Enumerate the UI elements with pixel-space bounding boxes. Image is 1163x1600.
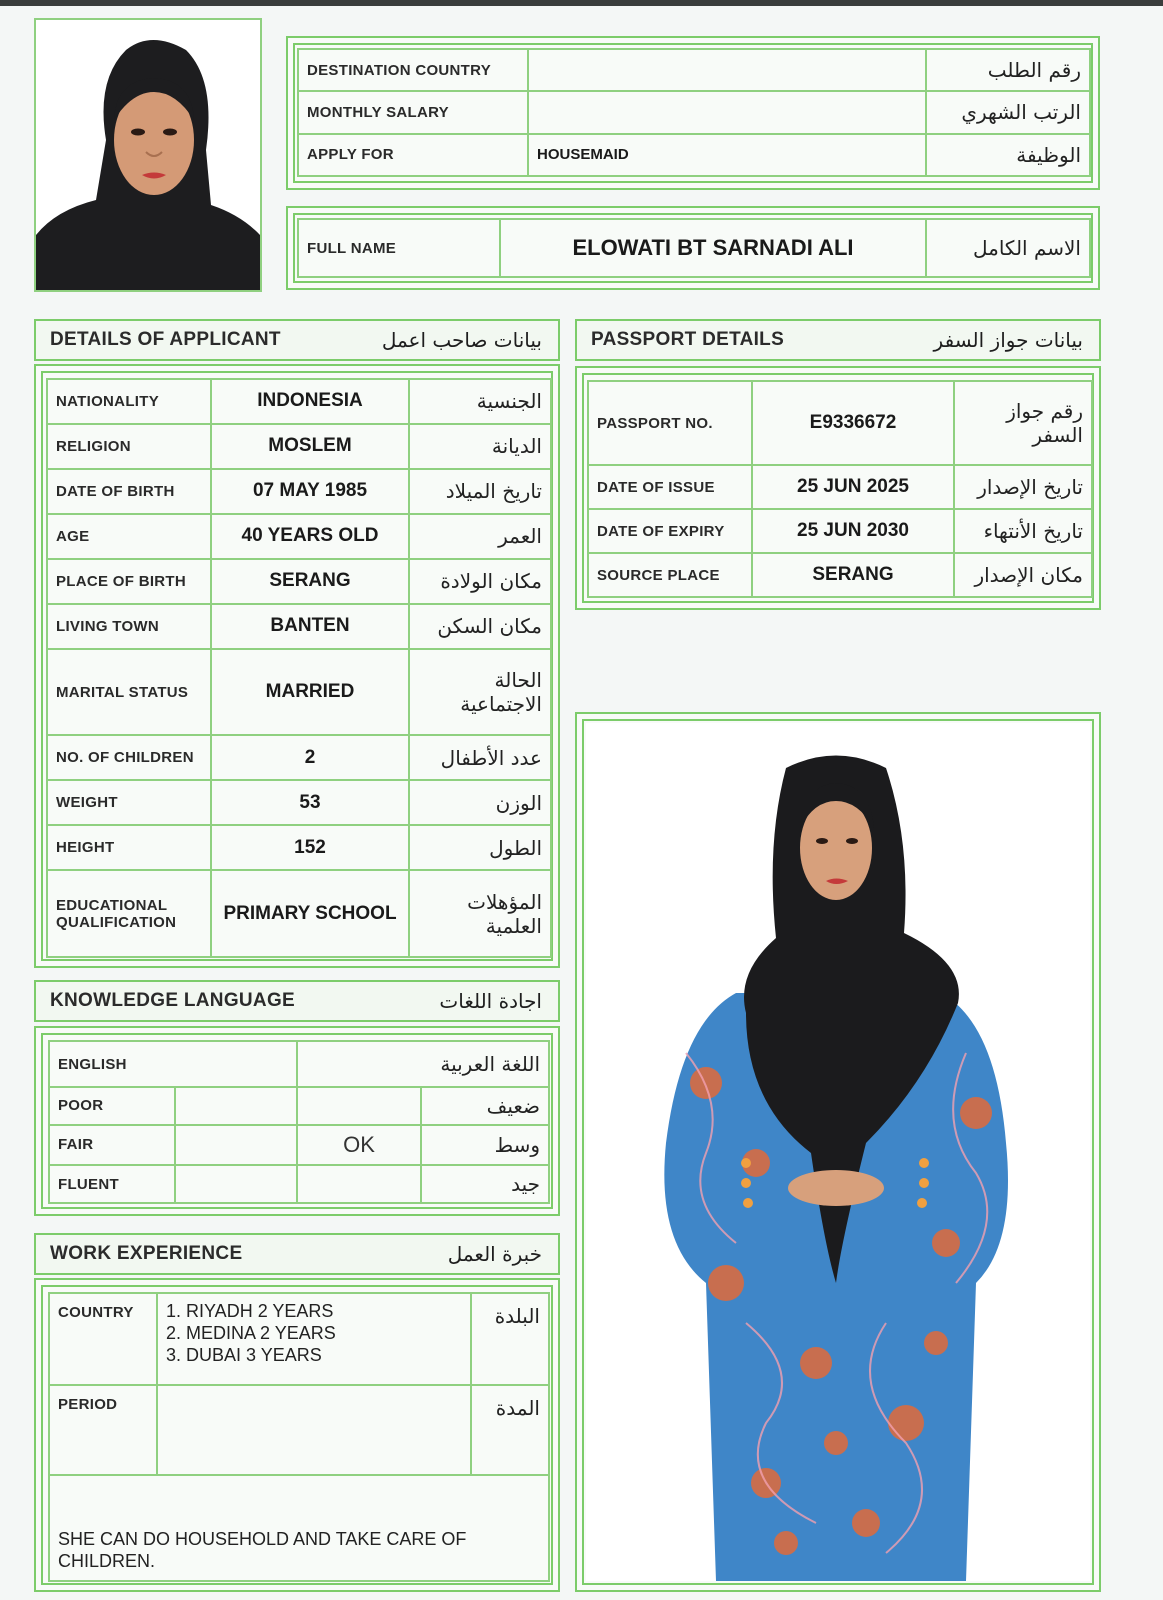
applicant-row-label: MARITAL STATUS bbox=[47, 649, 211, 736]
apply-for-arabic: الوظيفة bbox=[926, 134, 1090, 176]
applicant-row-value: 2 bbox=[211, 735, 409, 780]
applicant-row-arabic: المؤهلات العلمية bbox=[409, 870, 551, 957]
applicant-row-arabic: الجنسية bbox=[409, 379, 551, 424]
top-edge bbox=[0, 0, 1163, 6]
applicant-details-table bbox=[46, 378, 552, 958]
apply-for-label: APPLY FOR bbox=[298, 134, 528, 176]
level-label-poor: POOR bbox=[49, 1087, 175, 1125]
destination-country-arabic: رقم الطلب bbox=[926, 49, 1090, 91]
applicant-row-label: AGE bbox=[47, 514, 211, 559]
applicant-row-label: EDUCATIONAL QUALIFICATION bbox=[47, 870, 211, 957]
english-poor-value bbox=[175, 1087, 297, 1125]
applicant-row-arabic: الديانة bbox=[409, 424, 551, 469]
full-name-box bbox=[286, 206, 1100, 290]
passport-row bbox=[588, 465, 1092, 509]
language-header-row bbox=[49, 1041, 549, 1087]
monthly-salary-row bbox=[298, 91, 1090, 133]
applicant-row-arabic: الحالة الاجتماعية bbox=[409, 649, 551, 736]
applicant-row-arabic: الطول bbox=[409, 825, 551, 870]
applicant-row bbox=[47, 870, 551, 957]
full-name-value: ELOWATI BT SARNADI ALI bbox=[500, 219, 926, 277]
level-arabic-poor: ضعيف bbox=[421, 1087, 549, 1125]
work-section-title-ar: خبرة العمل bbox=[447, 1242, 542, 1266]
applicant-row-arabic: مكان السكن bbox=[409, 604, 551, 649]
applicant-row bbox=[47, 514, 551, 559]
applicant-row bbox=[47, 735, 551, 780]
applicant-row-arabic: تاريخ الميلاد bbox=[409, 469, 551, 514]
destination-country-row bbox=[298, 49, 1090, 91]
applicant-row-label: WEIGHT bbox=[47, 780, 211, 825]
applicant-row-label: NO. OF CHILDREN bbox=[47, 735, 211, 780]
applicant-row-label: DATE OF BIRTH bbox=[47, 469, 211, 514]
full-name-arabic: الاسم الكامل bbox=[926, 219, 1090, 277]
language-section-header bbox=[34, 980, 560, 1022]
passport-row-arabic: تاريخ الأنتهاء bbox=[954, 509, 1092, 553]
applicant-row-label: RELIGION bbox=[47, 424, 211, 469]
passport-section-header bbox=[575, 319, 1101, 361]
applicant-row bbox=[47, 559, 551, 604]
level-label-fluent: FLUENT bbox=[49, 1165, 175, 1203]
arabic-poor-value bbox=[297, 1087, 421, 1125]
apply-for-row bbox=[298, 134, 1090, 176]
applicant-row-value: SERANG bbox=[211, 559, 409, 604]
passport-row-label: PASSPORT NO. bbox=[588, 381, 752, 465]
level-arabic-fair: وسط bbox=[421, 1125, 549, 1166]
country-item: 2. MEDINA 2 YEARS bbox=[166, 1323, 336, 1343]
work-section-header bbox=[34, 1233, 560, 1275]
country-item: 1. RIYADH 2 YEARS bbox=[166, 1301, 334, 1321]
language-row-fair bbox=[49, 1125, 549, 1166]
language-box bbox=[34, 1026, 560, 1216]
passport-row bbox=[588, 381, 1092, 465]
passport-row-label: DATE OF ISSUE bbox=[588, 465, 752, 509]
monthly-salary-arabic: الرتب الشهري bbox=[926, 91, 1090, 133]
applicant-section-title-ar: بيانات صاحب اعمل bbox=[381, 328, 542, 352]
applicant-row-arabic: مكان الولادة bbox=[409, 559, 551, 604]
arabic-fluent-value bbox=[297, 1165, 421, 1203]
portrait-photo-frame bbox=[34, 18, 262, 292]
destination-country-value bbox=[528, 49, 926, 91]
language-section-title: KNOWLEDGE LANGUAGE bbox=[50, 990, 296, 1011]
arabic-language-label: اللغة العربية bbox=[297, 1041, 549, 1087]
applicant-row-arabic: عدد الأطفال bbox=[409, 735, 551, 780]
passport-row-value: 25 JUN 2025 bbox=[752, 465, 954, 509]
level-label-fair: FAIR bbox=[49, 1125, 175, 1166]
applicant-row-value: 07 MAY 1985 bbox=[211, 469, 409, 514]
applicant-section-title: DETAILS OF APPLICANT bbox=[50, 329, 281, 350]
language-section-title-ar: اجادة اللغات bbox=[439, 989, 542, 1013]
passport-section-title-ar: بيانات جواز السفر bbox=[933, 328, 1083, 352]
arabic-fair-value: OK bbox=[297, 1125, 421, 1166]
country-list bbox=[157, 1293, 471, 1385]
monthly-salary-label: MONTHLY SALARY bbox=[298, 91, 528, 133]
full-name-label: FULL NAME bbox=[298, 219, 500, 277]
applicant-row-value: BANTEN bbox=[211, 604, 409, 649]
applicant-row bbox=[47, 649, 551, 736]
applicant-section-header bbox=[34, 319, 560, 361]
english-fluent-value bbox=[175, 1165, 297, 1203]
applicant-row bbox=[47, 469, 551, 514]
applicant-row-value: INDONESIA bbox=[211, 379, 409, 424]
applicant-row bbox=[47, 825, 551, 870]
language-table bbox=[48, 1040, 550, 1204]
passport-row bbox=[588, 553, 1092, 597]
applicant-row-arabic: العمر bbox=[409, 514, 551, 559]
applicant-row bbox=[47, 780, 551, 825]
passport-section-title: PASSPORT DETAILS bbox=[591, 329, 785, 350]
passport-row bbox=[588, 509, 1092, 553]
english-label: ENGLISH bbox=[49, 1041, 297, 1087]
monthly-salary-value bbox=[528, 91, 926, 133]
apply-for-value: HOUSEMAID bbox=[528, 134, 926, 176]
english-fair-value bbox=[175, 1125, 297, 1166]
applicant-row-value: MARRIED bbox=[211, 649, 409, 736]
applicant-row-value: MOSLEM bbox=[211, 424, 409, 469]
level-arabic-fluent: جيد bbox=[421, 1165, 549, 1203]
work-experience-table bbox=[48, 1292, 550, 1582]
applicant-row bbox=[47, 379, 551, 424]
applicant-row-arabic: الوزن bbox=[409, 780, 551, 825]
applicant-row bbox=[47, 604, 551, 649]
passport-details-table bbox=[587, 380, 1093, 598]
period-row bbox=[49, 1385, 549, 1475]
period-value bbox=[157, 1385, 471, 1475]
passport-row-value: 25 JUN 2030 bbox=[752, 509, 954, 553]
country-row bbox=[49, 1293, 549, 1385]
destination-country-label: DESTINATION COUNTRY bbox=[298, 49, 528, 91]
language-row-fluent bbox=[49, 1165, 549, 1203]
passport-row-value: E9336672 bbox=[752, 381, 954, 465]
passport-row-label: DATE OF EXPIRY bbox=[588, 509, 752, 553]
remarks-text: SHE CAN DO HOUSEHOLD AND TAKE CARE OF CHILDREN. bbox=[49, 1475, 549, 1581]
portrait-photo bbox=[36, 20, 260, 290]
applicant-row-value: 40 YEARS OLD bbox=[211, 514, 409, 559]
full-body-photo-frame bbox=[575, 712, 1101, 1592]
top-info-table bbox=[297, 48, 1091, 177]
applicant-row bbox=[47, 424, 551, 469]
remarks-row bbox=[49, 1475, 549, 1581]
top-info-box bbox=[286, 36, 1100, 190]
work-experience-box bbox=[34, 1278, 560, 1592]
applicant-row-label: HEIGHT bbox=[47, 825, 211, 870]
passport-row-arabic: مكان الإصدار bbox=[954, 553, 1092, 597]
passport-row-value: SERANG bbox=[752, 553, 954, 597]
period-arabic: المدة bbox=[471, 1385, 549, 1475]
country-arabic: البلدة bbox=[471, 1293, 549, 1385]
work-section-title: WORK EXPERIENCE bbox=[50, 1243, 243, 1264]
applicant-row-value: 53 bbox=[211, 780, 409, 825]
applicant-row-label: LIVING TOWN bbox=[47, 604, 211, 649]
applicant-row-value: 152 bbox=[211, 825, 409, 870]
applicant-row-value: PRIMARY SCHOOL bbox=[211, 870, 409, 957]
passport-row-arabic: تاريخ الإصدار bbox=[954, 465, 1092, 509]
passport-row-arabic: رقم جواز السفر bbox=[954, 381, 1092, 465]
applicant-row-label: NATIONALITY bbox=[47, 379, 211, 424]
country-item: 3. DUBAI 3 YEARS bbox=[166, 1345, 322, 1365]
language-row-poor bbox=[49, 1087, 549, 1125]
applicant-row-label: PLACE OF BIRTH bbox=[47, 559, 211, 604]
period-label: PERIOD bbox=[49, 1385, 157, 1475]
passport-row-label: SOURCE PLACE bbox=[588, 553, 752, 597]
country-label: COUNTRY bbox=[49, 1293, 157, 1385]
full-body-photo bbox=[586, 723, 1090, 1581]
passport-details-box bbox=[575, 366, 1101, 610]
applicant-details-box bbox=[34, 364, 560, 968]
full-name-table bbox=[297, 218, 1091, 278]
